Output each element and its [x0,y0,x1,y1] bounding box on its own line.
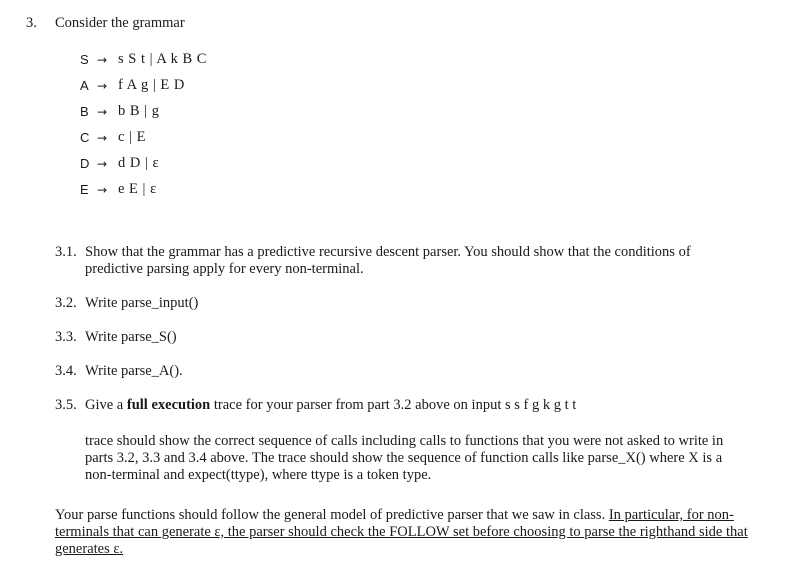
part-number: 3.4. [55,363,77,379]
arrow-icon: → [97,183,108,197]
part-text: Write parse_A(). [85,363,183,379]
production-rhs: c | E [118,129,146,145]
part-text: Show that the grammar has a predictive recursive descent parser. You should show that the conditions of predictive parsing apply for every non-terminal. [85,244,691,277]
production-rhs: s S t | A k B C [118,51,207,67]
part-number: 3.3. [55,329,77,345]
part-number: 3.5. [55,397,77,413]
part-text-after: trace for your parser from part 3.2 above on input s s f g k g t t [210,397,577,413]
arrow-icon: → [97,131,108,145]
part-text-bold: full execution [126,397,211,413]
arrow-icon: → [97,53,108,67]
production-lhs: C [80,130,90,145]
part-text: Write parse_input() [85,295,199,311]
footer-underlined-text: In particular, for non-terminals that can generate ε, the parser should check the FOLLOW set before choosing to parse the righthand side that generates ε. [55,507,748,557]
question-number: 3. [26,15,37,31]
arrow-icon: → [97,157,108,171]
production-lhs: S [80,52,89,67]
part-text-before: Give a [85,397,127,413]
part-text [85,397,576,414]
question-title: Consider the grammar [55,15,185,31]
production-lhs: D [80,156,90,171]
arrow-icon: → [97,105,108,119]
production-rhs: e E | ε [118,181,157,197]
part-number: 3.2. [55,295,77,311]
part-number: 3.1. [55,244,77,260]
production-rhs: f A g | E D [118,77,185,93]
production-lhs: E [80,182,89,197]
production-rhs: d D | ε [118,155,160,171]
production-lhs: A [80,78,89,93]
trace-note: trace should show the correct sequence of calls including calls to functions that you were not asked to write in parts 3.2, 3.3 and 3.4 above. The trace should show the sequence of function calls like parse_X() where X is a non-terminal and expect(ttype), where ttype is a token type. [85,433,724,483]
footer-text: Your parse functions should follow the general model of predictive parser that we saw in class. [55,507,609,523]
footer-paragraph [55,507,765,558]
part-text: Write parse_S() [85,329,177,345]
production-rhs: b B | g [118,103,160,119]
arrow-icon: → [97,79,108,93]
production-lhs: B [80,104,89,119]
